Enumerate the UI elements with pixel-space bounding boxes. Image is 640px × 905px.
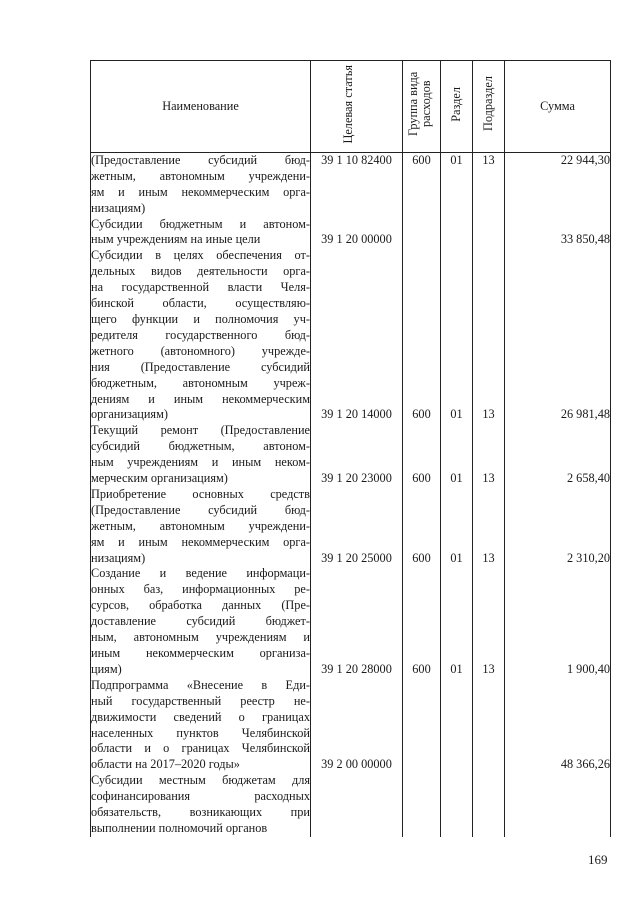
row-name-line: бюджетным, автономным учреж-	[91, 375, 310, 390]
row-summa: 26 981,48	[505, 248, 611, 423]
row-celevaya-statya: 39 1 20 28000	[311, 566, 403, 677]
row-name	[91, 487, 311, 567]
row-celevaya-statya: 39 1 20 23000	[311, 423, 403, 487]
row-celevaya-statya: 39 1 20 14000	[311, 248, 403, 423]
row-gruppa-vida-raskhodov	[403, 678, 441, 773]
row-podrazdel	[473, 773, 505, 837]
row-podrazdel: 13	[473, 487, 505, 567]
header-celevaya-statya	[311, 61, 403, 153]
row-razdel: 01	[441, 152, 473, 216]
row-celevaya-statya	[311, 773, 403, 837]
row-name-line: Субсидии местным бюджетам для	[91, 773, 310, 788]
row-podrazdel: 13	[473, 423, 505, 487]
row-name-line: области на 2017–2020 годы»	[91, 757, 240, 772]
row-name-line: организациям)	[91, 407, 168, 422]
page-number: 169	[588, 852, 608, 867]
row-name-line: ный государственный реестр не-	[91, 693, 310, 708]
row-name	[91, 773, 311, 837]
row-name-line: сурсов, обработка данных (Пре-	[91, 598, 310, 613]
row-summa: 33 850,48	[505, 217, 611, 249]
row-name-line: (Предоставление субсидий бюд-	[91, 502, 310, 517]
header-summa-text: Сумма	[540, 98, 575, 113]
row-name	[91, 423, 311, 487]
row-podrazdel: 13	[473, 152, 505, 216]
row-name-line: циям)	[91, 661, 122, 676]
header-razdel	[441, 61, 473, 153]
row-razdel: 01	[441, 248, 473, 423]
row-summa: 2 310,20	[505, 487, 611, 567]
row-name-line: иным некоммерческим организа-	[91, 646, 310, 660]
header-gruppa-vida-raskhodov	[403, 61, 441, 153]
header-podrazdel	[473, 61, 505, 153]
row-name	[91, 217, 311, 249]
row-name-line: низациям)	[91, 550, 146, 565]
row-name-line: низациям)	[91, 200, 146, 215]
row-summa	[505, 773, 611, 837]
row-name-line: на государственной власти Челя-	[91, 280, 310, 295]
row-gruppa-vida-raskhodov: 600	[403, 566, 441, 677]
row-razdel: 01	[441, 423, 473, 487]
row-name-line: софинансирования расходных	[91, 789, 310, 804]
header-celevaya-text: Целевая статья	[340, 64, 355, 144]
row-gruppa-vida-raskhodov: 600	[403, 152, 441, 216]
row-name-line: области и о границах Челябинской	[91, 741, 310, 756]
header-podrazdel-text: Подраздел	[481, 76, 495, 132]
row-celevaya-statya: 39 1 10 82400	[311, 152, 403, 216]
header-name	[91, 61, 311, 153]
row-gruppa-vida-raskhodov: 600	[403, 487, 441, 567]
row-name-line: дельных видов деятельности орга-	[91, 264, 310, 279]
row-summa: 2 658,40	[505, 423, 611, 487]
row-name-line: Текущий ремонт (Предоставление	[91, 423, 310, 438]
row-name-line: Субсидии в целях обеспечения от-	[91, 248, 310, 263]
row-gruppa-vida-raskhodov	[403, 773, 441, 837]
row-name-line: ния (Предоставление субсидий	[91, 359, 310, 374]
table-row	[91, 773, 611, 837]
header-name-text: Наименование	[162, 98, 239, 113]
row-celevaya-statya: 39 1 20 25000	[311, 487, 403, 567]
table-row	[91, 152, 611, 216]
row-name-line: Субсидии бюджетным и автоном-	[91, 216, 310, 231]
row-razdel: 01	[441, 487, 473, 567]
row-name-line: Создание и ведение информаци-	[91, 566, 310, 581]
row-name-line: щего функции и полномочия уч-	[91, 311, 310, 326]
header-gruppa-text: Группа вида расходов	[405, 71, 433, 137]
row-name-line: жетным, автономным учреждени-	[91, 168, 310, 183]
row-razdel	[441, 217, 473, 249]
row-name-line: мерческим организациям)	[91, 471, 228, 486]
row-podrazdel	[473, 678, 505, 773]
row-name-line: жетным, автономным учреждени-	[91, 518, 310, 533]
row-name-line: (Предоставление субсидий бюд-	[91, 152, 310, 167]
row-podrazdel: 13	[473, 248, 505, 423]
row-name-line: ям и иным некоммерческим орга-	[91, 184, 310, 199]
row-name	[91, 152, 311, 216]
row-podrazdel	[473, 217, 505, 249]
table-row	[91, 678, 611, 773]
table-row	[91, 248, 611, 423]
budget-table	[90, 60, 611, 837]
row-gruppa-vida-raskhodov: 600	[403, 248, 441, 423]
row-name-line: бинской области, осуществляю-	[91, 296, 310, 311]
row-name-line: жетного (автономного) учрежде-	[91, 343, 310, 358]
row-name-line: ным учреждениям и иным неком-	[91, 455, 310, 470]
table-row	[91, 566, 611, 677]
table-body	[91, 152, 611, 836]
row-name-line: ям и иным некоммерческим орга-	[91, 534, 310, 549]
row-name-line: выполнении полномочий органов	[91, 820, 268, 835]
row-name	[91, 566, 311, 677]
row-celevaya-statya: 39 1 20 00000	[311, 217, 403, 249]
row-gruppa-vida-raskhodov	[403, 217, 441, 249]
row-name-line: субсидий бюджетным, автоном-	[91, 439, 310, 454]
row-summa: 48 366,26	[505, 678, 611, 773]
row-name-line: ным учреждениям на иные цели	[91, 232, 261, 247]
row-name-line: Приобретение основных средств	[91, 486, 310, 501]
row-razdel	[441, 678, 473, 773]
row-razdel: 01	[441, 566, 473, 677]
row-podrazdel: 13	[473, 566, 505, 677]
row-name-line: обязательств, возникающих при	[91, 805, 310, 820]
row-name-line: движимости сведений о границах	[91, 709, 310, 724]
header-razdel-text: Раздел	[449, 86, 463, 122]
table-row	[91, 487, 611, 567]
row-celevaya-statya: 39 2 00 00000	[311, 678, 403, 773]
row-name-line: дениям и иным некоммерческим	[91, 391, 310, 406]
row-name-line: Подпрограмма «Внесение в Еди-	[91, 677, 310, 692]
row-name	[91, 678, 311, 773]
table-row	[91, 217, 611, 249]
row-name	[91, 248, 311, 423]
row-name-line: ным, автономным учреждениям и	[91, 630, 310, 645]
row-name-line: редителя государственного бюд-	[91, 327, 310, 342]
row-name-line: доставление субсидий бюджет-	[91, 614, 310, 629]
row-razdel	[441, 773, 473, 837]
row-summa: 1 900,40	[505, 566, 611, 677]
row-name-line: населенных пунктов Челябинской	[91, 725, 310, 740]
table-row	[91, 423, 611, 487]
row-name-line: онных баз, информационных ре-	[91, 582, 310, 597]
table-header-row	[91, 61, 611, 153]
row-summa: 22 944,30	[505, 152, 611, 216]
row-gruppa-vida-raskhodov: 600	[403, 423, 441, 487]
header-summa	[505, 61, 611, 153]
